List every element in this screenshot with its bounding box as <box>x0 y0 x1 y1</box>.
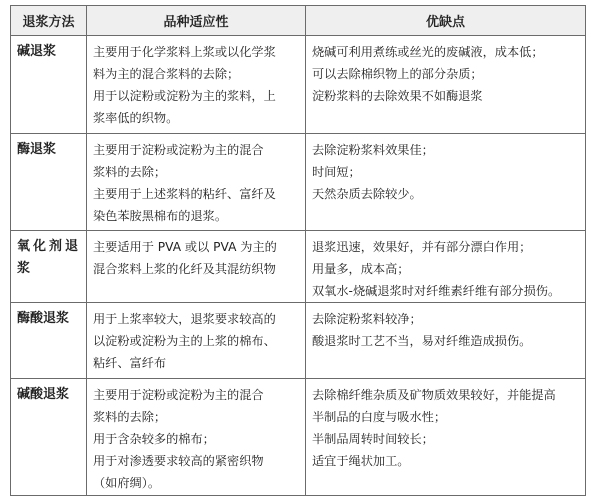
pros-cons-cell <box>306 379 586 496</box>
text-line: 用于对渗透要求较高的紧密织物 <box>93 454 264 468</box>
text-line: 染色苯胺黑棉布的退浆。 <box>93 209 228 223</box>
header-method: 退浆方法 <box>11 6 87 36</box>
text-line: 时间短； <box>312 165 361 179</box>
text-line: （如府绸）。 <box>93 476 161 490</box>
method-cell <box>11 231 87 303</box>
table-header-row <box>11 6 586 36</box>
table-row <box>11 231 586 303</box>
table-row <box>11 36 586 134</box>
text-line: 主要用于化学浆料上浆或以化学浆 <box>93 45 276 59</box>
text-line: 淀粉浆料的去除效果不如酶退浆 <box>312 89 483 103</box>
text-line: 去除淀粉浆料效果佳； <box>312 143 434 157</box>
desizing-methods-table <box>10 5 586 496</box>
text-line: 适宜于绳状加工。 <box>312 454 410 468</box>
text-line: 粘纤、富纤布 <box>93 356 167 370</box>
text-line: 氧化剂退 <box>17 239 82 254</box>
text-line: 主要用于淀粉或淀粉为主的混合 <box>93 143 264 157</box>
text-line: 以淀粉或淀粉为主的上浆的棉布、 <box>93 334 276 348</box>
text-line: 可以去除棉织物上的部分杂质； <box>312 67 483 81</box>
text-line: 用于含杂较多的棉布； <box>93 432 215 446</box>
text-line: 浆 <box>17 261 31 276</box>
table-row <box>11 379 586 496</box>
table-row <box>11 134 586 231</box>
text-line: 退浆迅速，效果好，并有部分漂白作用； <box>312 240 532 254</box>
pros-cons-cell <box>306 36 586 134</box>
text-line: 半制品周转时间较长； <box>312 432 434 446</box>
text-line: 双氧水-烧碱退浆时对纤维素纤维有部分损伤。 <box>312 284 561 298</box>
pros-cons-cell <box>306 134 586 231</box>
text-line: 主要用于淀粉或淀粉为主的混合 <box>93 388 264 402</box>
scope-cell <box>87 231 306 303</box>
scope-cell <box>87 303 306 379</box>
method-cell: 碱退浆 <box>11 36 87 134</box>
text-line: 浆料的去除； <box>93 410 167 424</box>
method-cell: 酶酸退浆 <box>11 303 87 379</box>
text-line: 烧碱可利用煮练或丝光的废碱液，成本低； <box>312 45 544 59</box>
text-line: 用于上浆率较大，退浆要求较高的 <box>93 312 276 326</box>
method-cell: 碱酸退浆 <box>11 379 87 496</box>
text-line: 酸退浆时工艺不当，易对纤维造成损伤。 <box>312 334 532 348</box>
text-line: 浆率低的织物。 <box>93 111 179 125</box>
header-pros-cons: 优缺点 <box>306 6 586 36</box>
text-line: 去除淀粉浆料较净； <box>312 312 422 326</box>
scope-cell <box>87 36 306 134</box>
text-line: 去除棉纤维杂质及矿物质效果较好，并能提高 <box>312 388 556 402</box>
text-line: 主要适用于 PVA 或以 PVA 为主的 <box>93 240 277 254</box>
text-line: 浆料的去除； <box>93 165 167 179</box>
text-line: 混合浆料上浆的化纤及其混纺织物 <box>93 262 276 276</box>
scope-cell <box>87 379 306 496</box>
method-cell: 酶退浆 <box>11 134 87 231</box>
text-line: 天然杂质去除较少。 <box>312 187 422 201</box>
text-line: 用量多，成本高； <box>312 262 410 276</box>
pros-cons-cell <box>306 303 586 379</box>
header-scope: 品种适应性 <box>87 6 306 36</box>
text-line: 主要用于上述浆料的粘纤、富纤及 <box>93 187 276 201</box>
text-line: 用于以淀粉或淀粉为主的浆料，上 <box>93 89 276 103</box>
text-line: 半制品的白度与吸水性； <box>312 410 447 424</box>
text-line: 料为主的混合浆料的去除； <box>93 67 240 81</box>
table-row <box>11 303 586 379</box>
pros-cons-cell <box>306 231 586 303</box>
scope-cell <box>87 134 306 231</box>
